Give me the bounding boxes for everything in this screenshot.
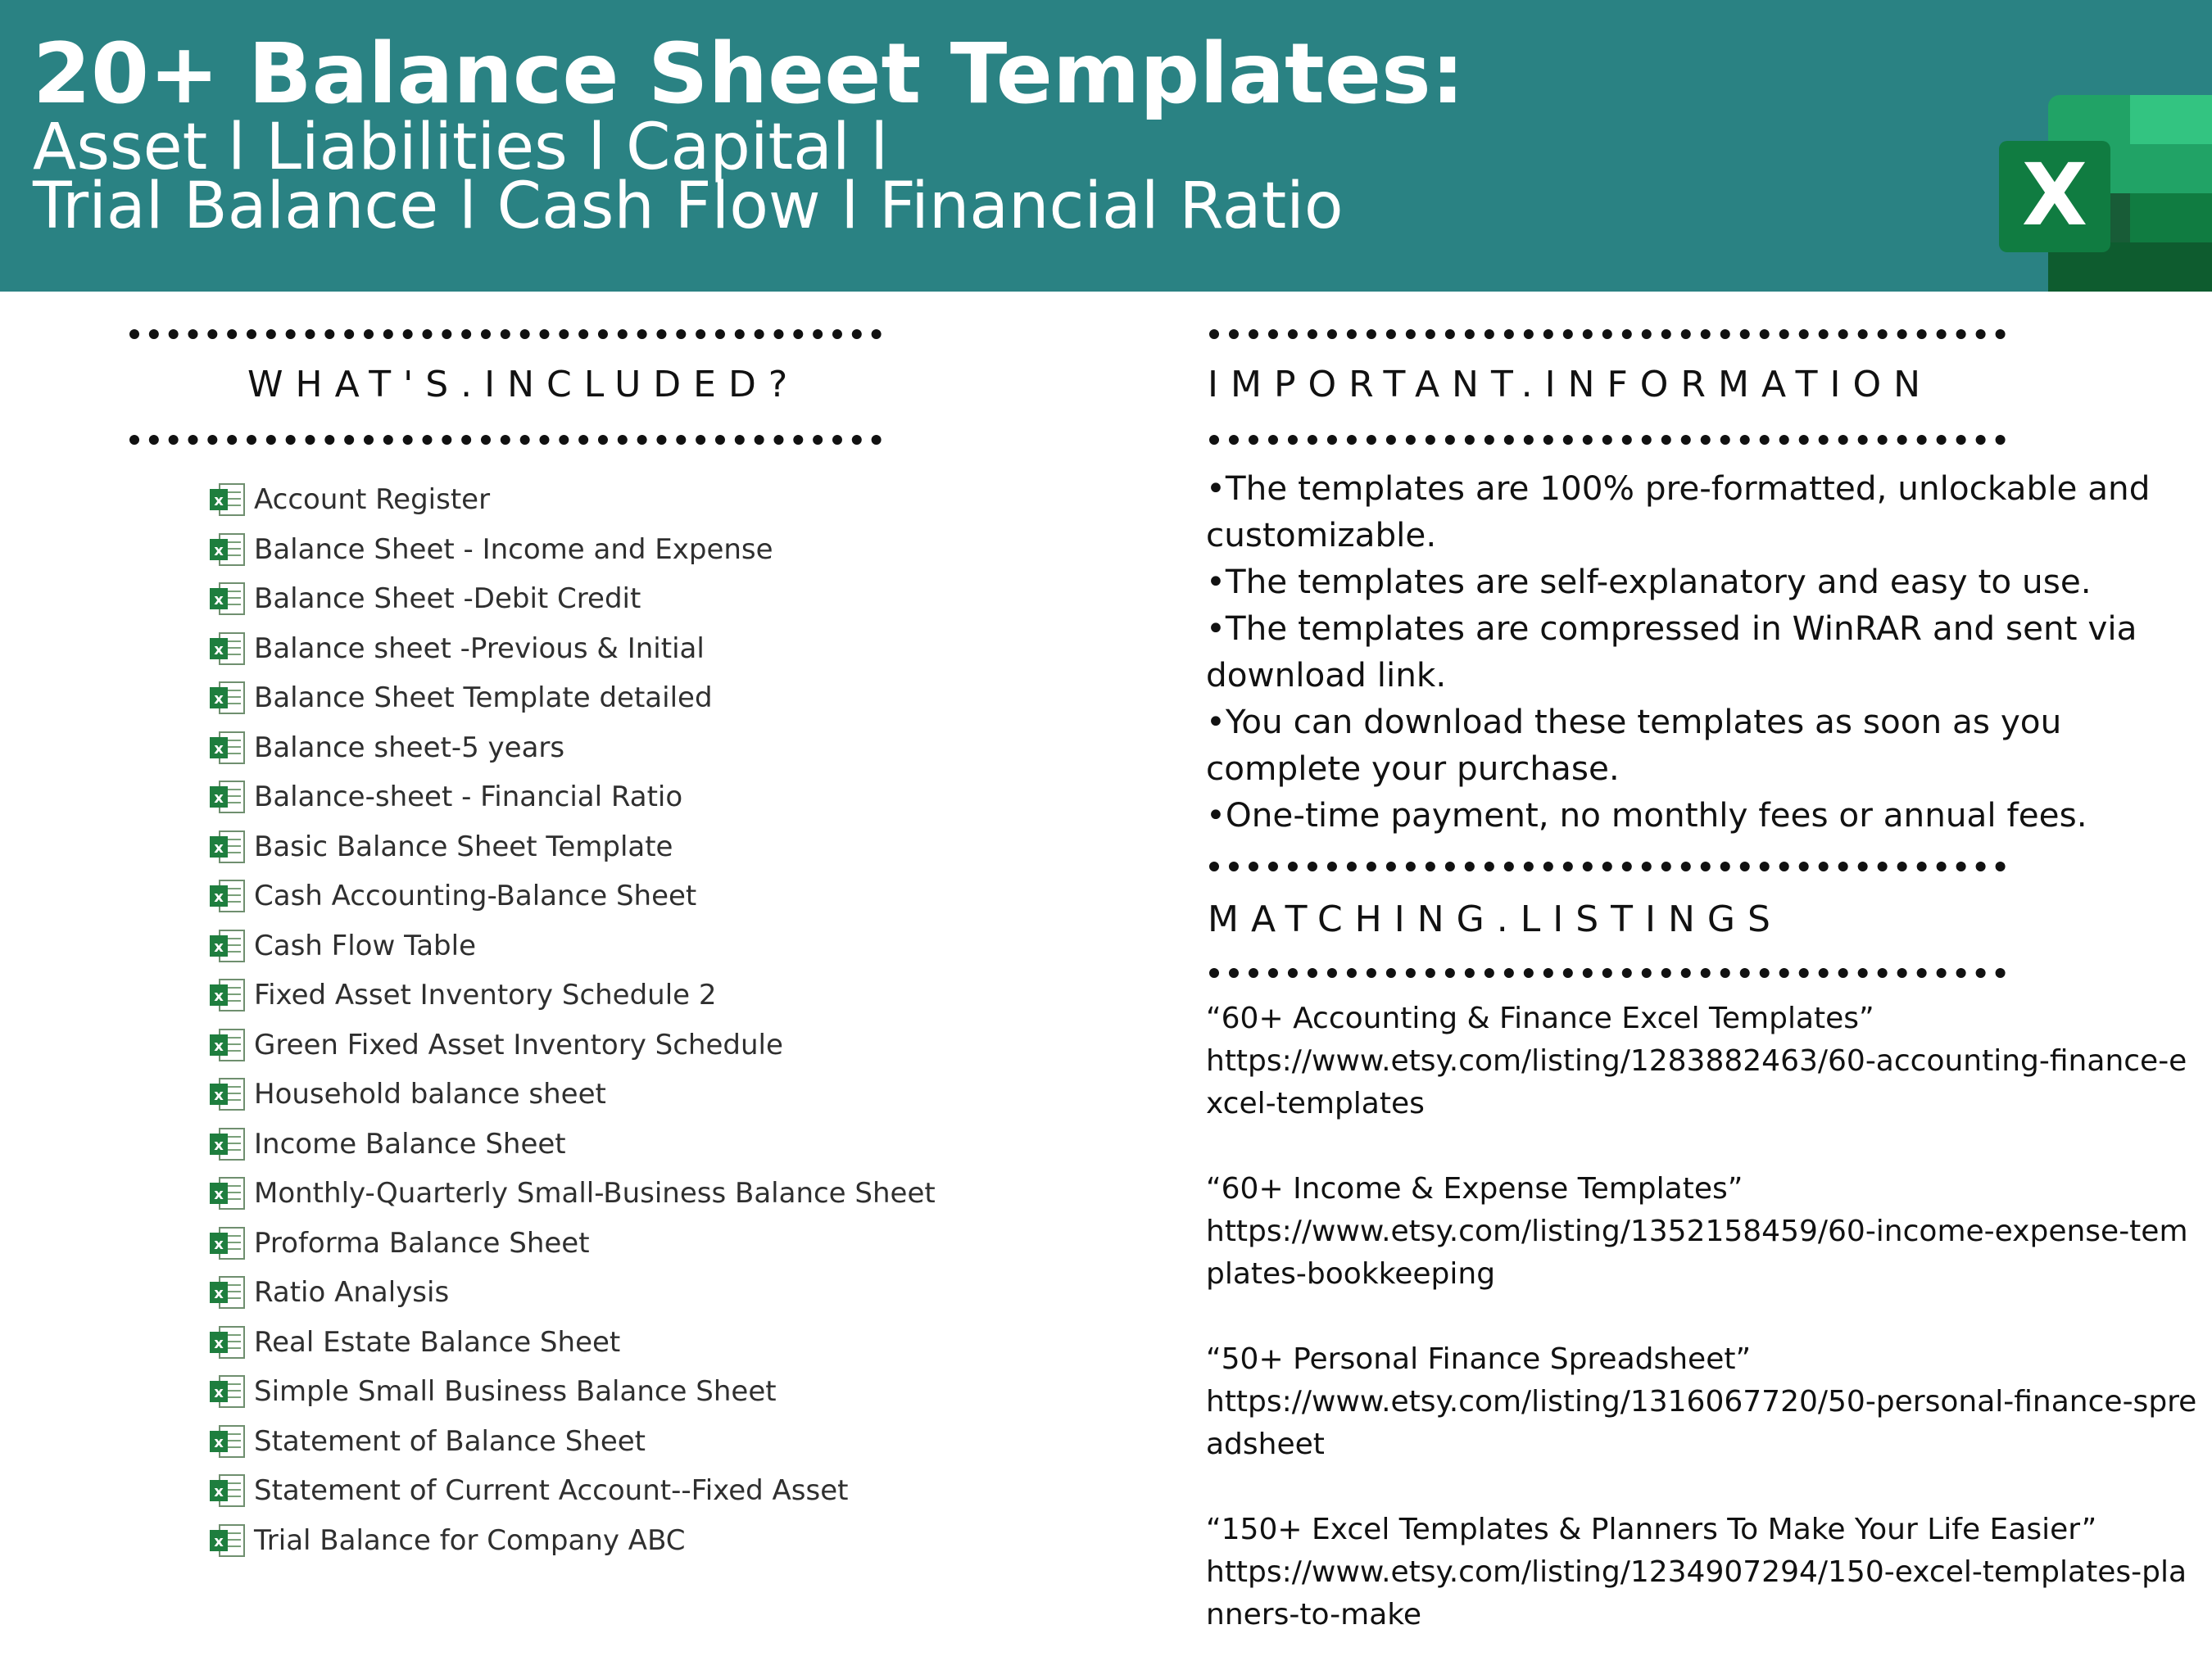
list-item (208, 1120, 936, 1170)
subtitle-line-1: Asset l Liabilities l Capital l (33, 111, 889, 184)
page-title: 20+ Balance Sheet Templates: (33, 25, 1465, 123)
list-item (208, 574, 936, 624)
list-item (208, 1466, 936, 1516)
included-file-list (208, 475, 936, 1565)
file-name: Balance sheet -Previous & Initial (254, 631, 705, 665)
excel-file-icon (208, 929, 247, 963)
excel-file-icon (208, 1424, 247, 1459)
matching-listings (1206, 998, 2201, 1679)
svg-text:x: x (214, 889, 224, 907)
dotted-divider (1209, 968, 2006, 978)
file-name: Account Register (254, 483, 491, 517)
excel-file-icon (208, 1127, 247, 1161)
svg-text:x: x (214, 1285, 224, 1303)
svg-text:x: x (214, 1433, 224, 1451)
list-item (208, 525, 936, 575)
file-name: Fixed Asset Inventory Schedule 2 (254, 979, 717, 1012)
file-name: Balance-sheet - Financial Ratio (254, 781, 683, 814)
file-name: Green Fixed Asset Inventory Schedule (254, 1028, 783, 1061)
dotted-divider (1209, 862, 2006, 871)
excel-file-icon (208, 582, 247, 616)
list-item (208, 1516, 936, 1566)
svg-text:x: x (214, 1136, 224, 1154)
excel-file-icon (208, 1176, 247, 1211)
excel-file-icon (208, 1473, 247, 1508)
listing-url[interactable]: https://www.etsy.com/listing/1316067720/50-personal-finance-spreadsheet (1206, 1385, 2197, 1461)
excel-file-icon (208, 1325, 247, 1360)
svg-text:x: x (214, 1532, 224, 1550)
listing-item (1206, 1168, 2201, 1296)
list-item (208, 1219, 936, 1269)
svg-text:x: x (214, 690, 224, 708)
svg-text:x: x (214, 1235, 224, 1253)
excel-file-icon (208, 532, 247, 567)
listing-item (1206, 1338, 2201, 1466)
svg-text:x: x (214, 938, 224, 956)
list-item (208, 624, 936, 674)
list-item (208, 971, 936, 1021)
excel-file-icon (208, 1028, 247, 1062)
file-name: Monthly-Quarterly Small-Business Balance Sheet (254, 1177, 936, 1211)
file-name: Ratio Analysis (254, 1276, 450, 1310)
listing-url[interactable]: https://www.etsy.com/listing/1283882463/60-accounting-finance-excel-templates (1206, 1044, 2187, 1120)
list-item (208, 1070, 936, 1120)
important-information-heading: IMPORTANT.INFORMATION (1208, 364, 1933, 405)
dotted-divider (129, 435, 882, 445)
file-name: Basic Balance Sheet Template (254, 830, 673, 863)
svg-text:x: x (214, 1334, 224, 1352)
list-item (208, 1417, 936, 1467)
file-name: Balance Sheet Template detailed (254, 681, 713, 715)
info-point: •The templates are 100% pre-formatted, unlockable and customizable. (1206, 468, 2151, 554)
excel-file-icon (208, 631, 247, 666)
svg-text:x: x (214, 1483, 224, 1501)
excel-file-icon (208, 978, 247, 1012)
header-banner (0, 0, 2212, 292)
file-name: Income Balance Sheet (254, 1127, 566, 1161)
list-item (208, 1021, 936, 1070)
list-item (208, 871, 936, 921)
svg-text:x: x (214, 640, 224, 658)
svg-text:x: x (214, 988, 224, 1006)
matching-listings-heading: MATCHING.LISTINGS (1208, 898, 1783, 940)
list-item (208, 1318, 936, 1368)
file-name: Cash Accounting-Balance Sheet (254, 880, 697, 913)
file-name: Trial Balance for Company ABC (254, 1523, 686, 1557)
svg-text:x: x (214, 740, 224, 758)
svg-text:x: x (214, 790, 224, 808)
excel-file-icon (208, 1275, 247, 1310)
excel-file-icon (208, 1374, 247, 1409)
file-name: Balance Sheet - Income and Expense (254, 532, 773, 566)
dotted-divider (1209, 435, 2006, 445)
file-name: Cash Flow Table (254, 929, 476, 962)
file-name: Balance sheet-5 years (254, 731, 565, 764)
listing-url[interactable]: https://www.etsy.com/listing/1352158459/60-income-expense-templates-bookkeeping (1206, 1215, 2188, 1291)
excel-file-icon (208, 1077, 247, 1111)
svg-text:x: x (214, 1186, 224, 1204)
list-item (208, 1169, 936, 1219)
excel-file-icon (208, 681, 247, 715)
svg-text:x: x (214, 1037, 224, 1055)
svg-text:x: x (214, 492, 224, 510)
list-item (208, 1268, 936, 1318)
list-item (208, 822, 936, 872)
excel-file-icon (208, 1226, 247, 1260)
file-name: Household balance sheet (254, 1078, 606, 1111)
file-name: Real Estate Balance Sheet (254, 1325, 621, 1359)
listing-name: “150+ Excel Templates & Planners To Make Your Life Easier” (1206, 1513, 2097, 1546)
excel-file-icon (208, 780, 247, 814)
file-name: Statement of Balance Sheet (254, 1424, 646, 1458)
excel-file-icon (208, 731, 247, 765)
list-item (208, 1367, 936, 1417)
excel-file-icon (208, 830, 247, 864)
svg-text:x: x (214, 541, 224, 559)
excel-logo-letter: X (2021, 145, 2088, 245)
svg-text:x: x (214, 1087, 224, 1105)
list-item (208, 673, 936, 723)
svg-text:x: x (214, 591, 224, 609)
subtitle-line-2: Trial Balance l Cash Flow l Financial Ratio (33, 170, 1344, 243)
list-item (208, 723, 936, 773)
svg-text:x: x (214, 1384, 224, 1402)
file-name: Balance Sheet -Debit Credit (254, 582, 641, 616)
excel-file-icon (208, 1523, 247, 1558)
listing-url[interactable]: https://www.etsy.com/listing/1234907294/150-excel-templates-planners-to-make (1206, 1555, 2187, 1631)
info-point: •One-time payment, no monthly fees or annual fees. (1206, 795, 2087, 835)
dotted-divider (1209, 329, 2006, 339)
dotted-divider (129, 329, 882, 339)
excel-file-icon (208, 482, 247, 517)
svg-text:x: x (214, 839, 224, 857)
info-point: •The templates are compressed in WinRAR and sent via download link. (1206, 609, 2137, 695)
list-item (208, 772, 936, 822)
important-information-list (1206, 465, 2201, 839)
file-name: Statement of Current Account--Fixed Asset (254, 1474, 849, 1508)
listing-name: “50+ Personal Finance Spreadsheet” (1206, 1342, 1752, 1376)
excel-logo-icon (1999, 95, 2212, 292)
list-item (208, 475, 936, 525)
file-name: Proforma Balance Sheet (254, 1226, 590, 1260)
file-name: Simple Small Business Balance Sheet (254, 1375, 777, 1409)
listing-item (1206, 998, 2201, 1125)
listing-name: “60+ Income & Expense Templates” (1206, 1172, 1743, 1206)
whats-included-heading: WHAT'S.INCLUDED? (247, 364, 800, 405)
excel-file-icon (208, 879, 247, 913)
info-point: •You can download these templates as soon as you complete your purchase. (1206, 702, 2062, 788)
list-item (208, 921, 936, 971)
listing-item (1206, 1509, 2201, 1636)
info-point: •The templates are self-explanatory and easy to use. (1206, 562, 2092, 601)
listing-name: “60+ Accounting & Finance Excel Templates” (1206, 1002, 1874, 1035)
